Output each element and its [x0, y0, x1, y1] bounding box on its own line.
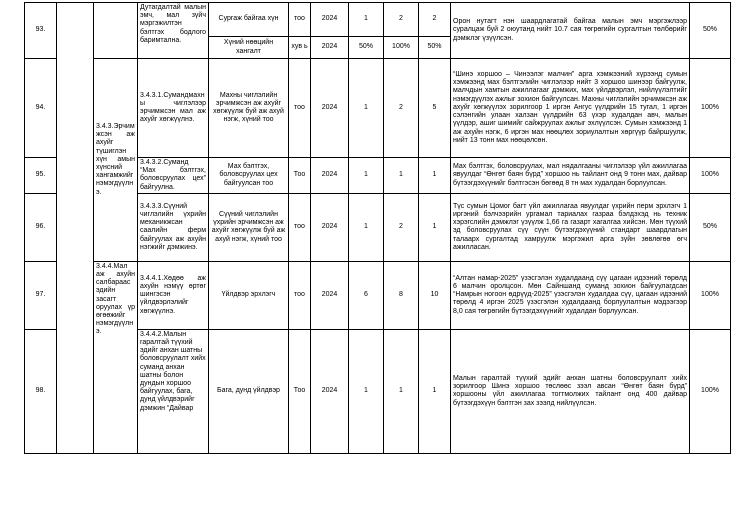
unit: тоо: [289, 59, 311, 158]
description: “Алтан намар-2025” үзэсгэлэн худалдаанд сүү цагаан идээний төрөлд 6 малчин оролцсон. Мөн Сайншанд суманд зохион байгуулагдсан “Намрын ногоон өдрүүд-2025” үзэсгэлэн худалдаа сүү, цагаан идээний төрөлд 4 иргэн 2025 үзэсгэлэн худалдаанд борлуулалтын мэдээгээр 8,0 сая төгрөгийн бүтээгдэхүүнийг худалдан борлуулсан.: [451, 261, 690, 329]
completion-pct: 100%: [690, 158, 731, 194]
description: Түс сумын Цомог багт үйл ажиллагаа явуулдаг үхрийн перм эрхлэгч 1 иргэний бэлчээрийн ургамал тариалах газраа бэлдэхэд нь техник хэрэгслийн дэмжлэг үзүүлж 1,66 га газарт хагалгаа хийсэн. Мөн түүхий эд боловсруулах сүү сүүн бүтээгдэхүүний стандарт шаардлагын талаарх сургалтад хамруулж мэргэжил арга зүйн зөвлөгөө өгч ажилласан.: [451, 193, 690, 261]
actual-value: 1: [419, 329, 451, 453]
unit: Тоо: [289, 158, 311, 194]
description: “Шинэ хоршоо – Чинээлэг малчин” арга хэмжээний хүрээнд сумын хэмжээнд мах бэлтгэлийн чиглэлээр нийт 3 хоршоо шинээр байгуулж, малчдын хамтын ажиллагааг дэмжих, мах үйлдвэрлэл, нийлүүлэлтийг нэмэгдүүлэх ажлыг зохион байгуулсан. Махны чиглэлийн эрчимжсэн аж ахуйг хөгжүүлэх зорилгоор 1 иргэн Ангус үүлдрийн 15 тугал, 1 иргэн сэлэнгийн улаан халзан үүлдрийн 63 үхэр худалдан авч, малын үүлдэр, ашиг шимийг сайжруулах ажлыг эхлүүлсэн. Сумын хэмжээнд 1 аж ахуйн нэгж, 6 иргэн мах нөөцлөх зориулалтын хөргүүр байршуулж, нийт 13 тонн мах нөөцөлсөн.: [451, 59, 690, 158]
completion-pct: 100%: [690, 261, 731, 329]
indicator-text: Сургаж байгаа хүн: [209, 3, 289, 37]
indicator-text: Хүний нөөцийн хангалт: [209, 37, 289, 59]
row-number: 98.: [25, 329, 57, 453]
base-value: 1: [349, 193, 384, 261]
actual-value: 10: [419, 261, 451, 329]
indicator-text: Махны чиглэлийн эрчимжсэн аж ахуйг хөгжүүлж буй аж ахуй нэгж, хүний тоо: [209, 59, 289, 158]
completion-pct: 100%: [690, 59, 731, 158]
indicator-text: Бага, дунд үйлдвэр: [209, 329, 289, 453]
actual-value: 2: [419, 3, 451, 37]
row-number: 93.: [25, 3, 57, 59]
unit: тоо: [289, 193, 311, 261]
unit: Тоо: [289, 329, 311, 453]
measure-text: Дутагдалтай малын эмч, мал зүйч мэргэжилтэн бэлтгэх бодлого баримтална.: [138, 3, 209, 59]
description: Орон нутагт нэн шаардлагатай байгаа малын эмч мэргэжлээр суралцаж буй 2 оюутанд нийт 10.7 сая төгрөгийн сургалтын төлбөрийг дэмжлэг үзүүлсэн.: [451, 3, 690, 59]
base-value: 1: [349, 158, 384, 194]
description: Мах бэлтгэх, боловсруулах, мал нядалгааны чиглэлээр үйл ажиллагаа явуулдаг “Өнгөт баян бүрд” хоршоо нь тайлант онд 9 тонн мах, дайвар бүтээгдэхүүнийг бэлтгэсэн бөгөөд 8 тн мах худалдан борлуулсан.: [451, 158, 690, 194]
completion-pct: 50%: [690, 193, 731, 261]
row-number: 96.: [25, 193, 57, 261]
actual-value: 1: [419, 158, 451, 194]
completion-pct: 100%: [690, 329, 731, 453]
target-value: 2: [384, 59, 419, 158]
measure-text: 3.4.4.1.Хөдөө аж ахуйн нэмүү өртөг шингэсэн үйлдвэрлэлийг хөгжүүлнэ.: [138, 261, 209, 329]
indicator-text: Үйлдвэр эрхлэгч: [209, 261, 289, 329]
description: Малын гаралтай түүхий эдийг анхан шатны боловсруулалт хийх зорилгоор Шинэ хоршоо төслөөс зээл авсан “Өнгөт баян бүрд” хоршооны үйл ажиллагаа тогтмолжих тайлант онд 400 дайвар бүтээгдэхүүн бэлтгэн зах зээлд нийлүүлсэн.: [451, 329, 690, 453]
year: 2024: [311, 3, 349, 37]
year: 2024: [311, 158, 349, 194]
year: 2024: [311, 37, 349, 59]
table-row: [25, 59, 731, 158]
year: 2024: [311, 59, 349, 158]
year: 2024: [311, 261, 349, 329]
indicator-text: Мах бэлтгэх, боловсруулах цех байгуулсан тоо: [209, 158, 289, 194]
target-value: 2: [384, 3, 419, 37]
base-value: 1: [349, 329, 384, 453]
table-row: [25, 3, 731, 37]
target-value: 2: [384, 193, 419, 261]
report-table: [24, 2, 731, 454]
year: 2024: [311, 193, 349, 261]
actual-value: 5: [419, 59, 451, 158]
actual-value: 50%: [419, 37, 451, 59]
row-number: 97.: [25, 261, 57, 329]
empty-cell: [57, 3, 94, 454]
target-value: 1: [384, 158, 419, 194]
measure-text: 3.4.3.3.Сүүний чиглэлийн үхрийн механикжсан саалийн ферм байгуулах аж ахуйн нэгжийг дэмжинэ.: [138, 193, 209, 261]
base-value: 1: [349, 59, 384, 158]
unit: тоо: [289, 261, 311, 329]
base-value: 50%: [349, 37, 384, 59]
target-value: 100%: [384, 37, 419, 59]
base-value: 6: [349, 261, 384, 329]
target-value: 8: [384, 261, 419, 329]
base-value: 1: [349, 3, 384, 37]
goal-text: 3.4.4.Мал аж ахуйн салбараас эдийн засагт оруулах үр өгөөжийг нэмэгдүүлнэ.: [94, 261, 138, 453]
unit: хув ь: [289, 37, 311, 59]
goal-text: 3.4.3.Эрчимжсэн аж ахуйг түшиглэн хүн амын хүнсний хангамжийг нэмэгдүүлнэ.: [94, 59, 138, 262]
completion-pct: 50%: [690, 3, 731, 59]
table-row: [25, 261, 731, 329]
year: 2024: [311, 329, 349, 453]
empty-cell: [94, 3, 138, 59]
row-number: 95.: [25, 158, 57, 194]
row-number: 94.: [25, 59, 57, 158]
measure-text: 3.4.3.1.Сумандмахны чиглэлээр эрчимжсэн мал аж ахуйг хөгжүүлнэ.: [138, 59, 209, 158]
measure-text: 3.4.3.2.Суманд “Мах бэлтгэх, боловсруулах цех” байгуулна.: [138, 158, 209, 194]
measure-text: 3.4.4.2.Малын гаралтай түүхий эдийг анхан шатны боловсруулалт хийх суманд анхан шатны болон дундын хоршоо байгуулах, бага, дунд үйлдвэрийг дэмжин “Дайвар: [138, 329, 209, 453]
actual-value: 1: [419, 193, 451, 261]
unit: тоо: [289, 3, 311, 37]
target-value: 1: [384, 329, 419, 453]
indicator-text: Сүүний чиглэлийн үхрийн эрчимжсэн аж ахуйг хөгжүүлж буй аж ахуй нэгж, хүний тоо: [209, 193, 289, 261]
